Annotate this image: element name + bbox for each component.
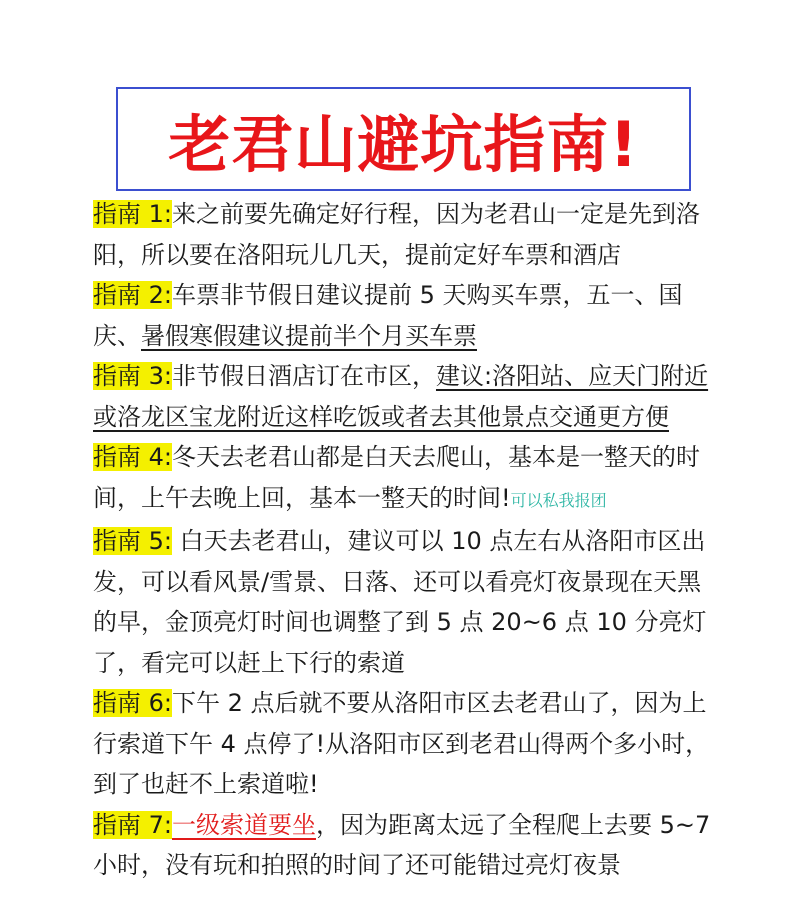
guide-6 (93, 683, 718, 805)
guide-3 (93, 356, 718, 437)
page-title: 老君山避坑指南! (168, 107, 639, 181)
guide-underlined-text: 建议:洛阳站、应天门附近或洛龙区宝龙附近这样吃饭或者去其他景点交通更方便 (93, 362, 709, 431)
guide-text: 车票非节假日建议提前 5 天购买车票，五一、国庆、 (93, 281, 683, 350)
guide-label: 指南 6: (93, 689, 172, 717)
guide-text: 来之前要先确定好行程，因为老君山一定是先到洛阳，所以要在洛阳玩儿几天，提前定好车票和酒店 (93, 200, 700, 269)
guide-5 (93, 521, 718, 683)
guide-label: 指南 7: (93, 810, 172, 839)
guide-highlight-text: 一级索道要坐 (171, 810, 316, 839)
guide-text: 白天去老君山，建议可以 10 点左右从洛阳市区出发，可以看风景/雪景、日落、还可以看亮灯夜景现在天黑的早，金顶亮灯时间也调整了到 5 点 20~6 点 10 分亮灯了，看完可以赶上下行的索道 (93, 527, 707, 677)
tour-note: 可以私我报团 (510, 490, 607, 510)
guide-label: 指南 2: (93, 281, 172, 309)
guide-label: 指南 1: (93, 200, 172, 228)
guide-underlined-text: 暑假寒假建议提前半个月买车票 (141, 321, 477, 350)
guide-7 (93, 805, 718, 886)
guide-4 (93, 437, 718, 521)
guide-label: 指南 5: (93, 527, 172, 555)
guide-label: 指南 4: (93, 443, 172, 471)
guide-label: 指南 3: (93, 362, 172, 390)
guide-2 (93, 275, 718, 356)
title-box (116, 87, 691, 191)
guide-list (93, 194, 718, 886)
guide-text: 下午 2 点后就不要从洛阳市区去老君山了，因为上行索道下午 4 点停了!从洛阳市区到老君山得两个多小时，到了也赶不上索道啦! (93, 689, 710, 798)
guide-1 (93, 194, 718, 275)
guide-text: ，因为距离太远了全程爬上去要 5~7 小时，没有玩和拍照的时间了还可能错过亮灯夜景 (93, 810, 711, 879)
guide-text: 冬天去老君山都是白天去爬山，基本是一整天的时间，上午去晚上回，基本一整天的时间! (93, 443, 700, 512)
guide-text: 非节假日酒店订在市区， (171, 362, 436, 390)
